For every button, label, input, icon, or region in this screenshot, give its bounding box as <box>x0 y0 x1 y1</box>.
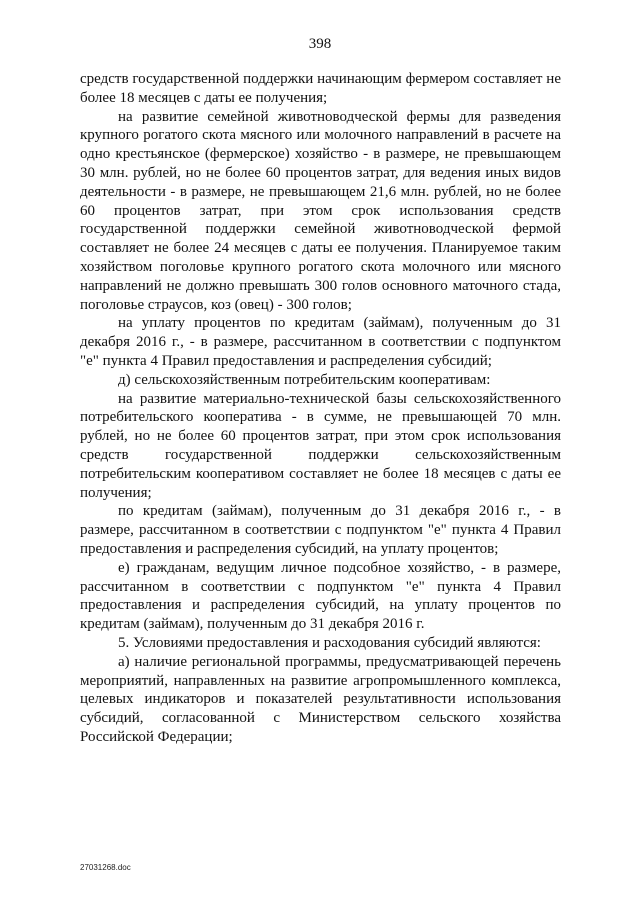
paragraph-item-e: е) гражданам, ведущим личное подсобное хозяйство, - в размере, рассчитанном в соответствии с подпунктом "е" пункта 4 Правил предоставления и распределения субсидий, на уплату процентов по кредитам (займам), полученным до 31 декабря 2016 г. <box>80 559 561 633</box>
paragraph-family-farm: на развитие семейной животноводческой фермы для разведения крупного рогатого скота мясного или молочного направлений в расчете на одно крестьянское (фермерское) хозяйство - в размере, не превышающем 30 млн. рублей, но не более 60 процентов затрат, для ведения иных видов деятельности - в размере, не превышающем 21,6 млн. рублей, но не более 60 процентов затрат, при этом срок использования средств государственной поддержки семейной животноводческой фермой составляет не более 24 месяцев с даты ее получения. Планируемое таким хозяйством поголовье крупного рогатого скота молочного или мясного направлений не должно превышать 300 голов основного маточного стада, поголовье страусов, коз (овец) - 300 голов; <box>80 108 561 313</box>
document-body <box>80 70 561 747</box>
paragraph-section-5: 5. Условиями предоставления и расходования субсидий являются: <box>118 634 541 651</box>
paragraph-item-d-heading: д) сельскохозяйственным потребительским кооперативам: <box>118 371 491 388</box>
paragraph-continuation: средств государственной поддержки начинающим фермером составляет не более 18 месяцев с даты ее получения; <box>80 71 561 106</box>
paragraph-item-a: а) наличие региональной программы, предусматривающей перечень мероприятий, направленных на развитие агропромышленного комплекса, целевых индикаторов и показателей результативности использования субсидий, согласованной с Министерством сельского хозяйства Российской Федерации; <box>80 653 561 745</box>
paragraph-interest-payment: на уплату процентов по кредитам (займам), полученным до 31 декабря 2016 г., - в размере, рассчитанном в соответствии с подпунктом "е" пункта 4 Правил предоставления и распределения субсидий; <box>80 315 561 369</box>
paragraph-cooperative-loans: по кредитам (займам), полученным до 31 декабря 2016 г., - в размере, рассчитанном в соответствии с подпунктом "е" пункта 4 Правил предоставления и распределения субсидий, на уплату процентов; <box>80 503 561 557</box>
page-number: 398 <box>308 36 332 52</box>
footer-doc-code: 27031268.doc <box>80 863 131 872</box>
paragraph-cooperative-development: на развитие материально-технической базы сельскохозяйственного потребительского кооператива - в сумме, не превышающей 70 млн. рублей, но не более 60 процентов затрат, при этом срок использования средств государственной поддержки сельскохозяйственным потребительским кооперативом составляет не более 18 месяцев с даты ее получения; <box>80 390 561 501</box>
